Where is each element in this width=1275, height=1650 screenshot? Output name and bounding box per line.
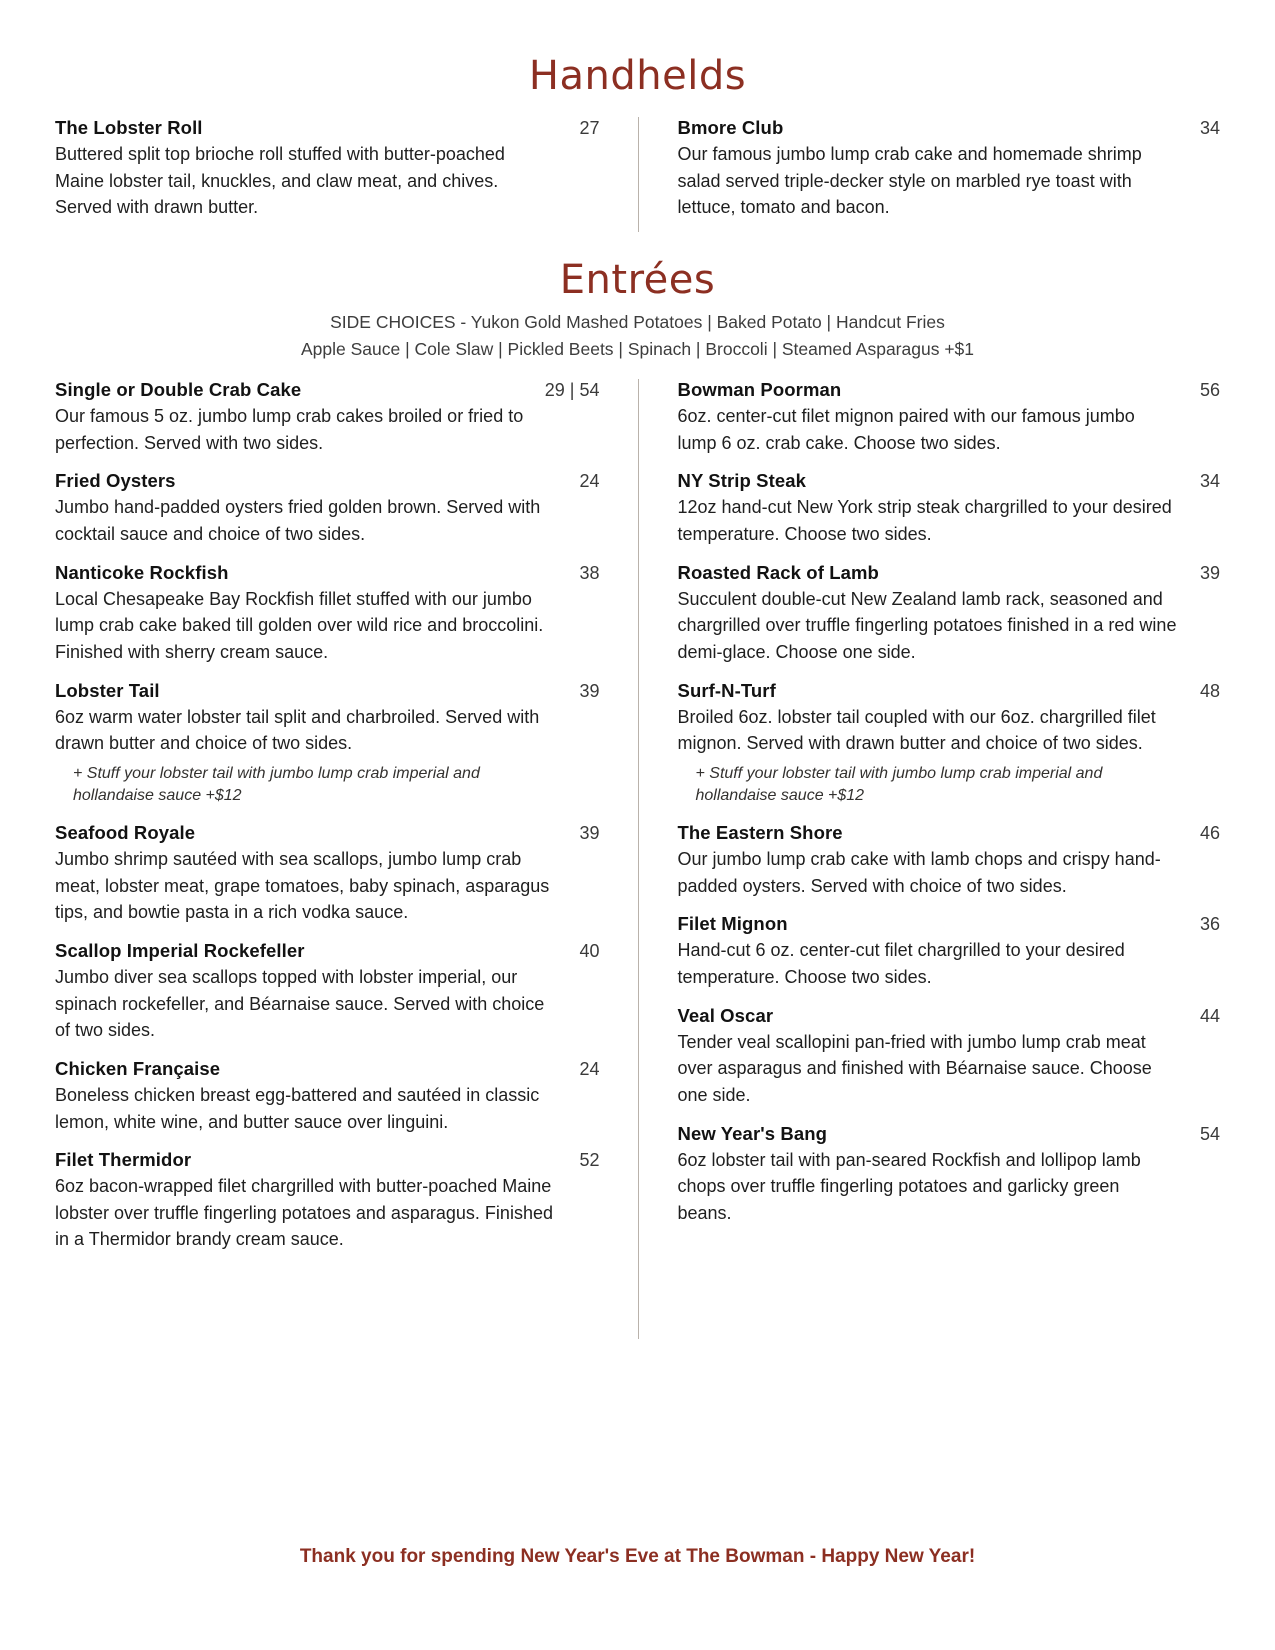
menu-item-price: 34 bbox=[1199, 471, 1220, 492]
menu-item-name: Fried Oysters bbox=[55, 470, 176, 492]
menu-item-price: 36 bbox=[1199, 914, 1220, 935]
menu-item-name: Veal Oscar bbox=[677, 1004, 774, 1026]
menu-item-description: Tender veal scallopini pan-fried with jumbo lump crab meat over asparagus and finished with Béarnaise sauce. Choose one side. bbox=[677, 1031, 1152, 1105]
side-choices-line-1: SIDE CHOICES - Yukon Gold Mashed Potatoes | Baked Potato | Handcut Fries bbox=[330, 311, 945, 332]
column-divider bbox=[638, 117, 639, 232]
menu-item bbox=[678, 1123, 1221, 1227]
entrees-columns bbox=[55, 379, 1220, 1267]
menu-item bbox=[678, 822, 1221, 899]
menu-item-name: Surf-N-Turf bbox=[677, 679, 776, 701]
menu-item bbox=[678, 680, 1221, 809]
menu-item-description: Our famous jumbo lump crab cake and homemade shrimp salad served triple-decker style on marbled rye toast with lettuce, tomato and bacon. bbox=[677, 144, 1142, 218]
menu-item-head bbox=[55, 940, 600, 962]
menu-item-price: 40 bbox=[579, 941, 600, 962]
menu-item bbox=[55, 379, 600, 456]
handhelds-columns bbox=[55, 117, 1220, 235]
menu-item-head bbox=[678, 913, 1221, 935]
menu-item bbox=[678, 1005, 1221, 1109]
menu-item-name: Bmore Club bbox=[677, 117, 784, 138]
side-choices-line-2: Apple Sauce | Cole Slaw | Pickled Beets | Spinach | Broccoli | Steamed Asparagus +$1 bbox=[300, 339, 975, 359]
handhelds-left-column bbox=[55, 117, 638, 235]
entrees-left-column bbox=[55, 379, 638, 1267]
menu-item bbox=[678, 913, 1221, 990]
menu-item-head bbox=[678, 822, 1221, 844]
menu-item bbox=[55, 940, 600, 1044]
menu-item-price: 52 bbox=[579, 1150, 600, 1171]
menu-item-name: Bowman Poorman bbox=[677, 379, 842, 401]
menu-item-price: 46 bbox=[1199, 823, 1220, 844]
menu-item-head bbox=[55, 680, 600, 702]
menu-item-head bbox=[678, 470, 1221, 492]
menu-item-head bbox=[55, 117, 600, 139]
menu-item-name: New Year's Bang bbox=[677, 1122, 828, 1144]
menu-item-description: Our jumbo lump crab cake with lamb chops and crispy hand-padded oysters. Served with choice of two sides. bbox=[677, 849, 1161, 896]
menu-item-price: 29 | 54 bbox=[544, 380, 600, 401]
menu-item-price: 56 bbox=[1199, 380, 1220, 401]
menu-item-description: Our famous 5 oz. jumbo lump crab cakes broiled or fried to perfection. Served with two sides. bbox=[55, 406, 524, 453]
menu-item-head bbox=[678, 1005, 1221, 1027]
menu-item-description: Boneless chicken breast egg-battered and sautéed in classic lemon, white wine, and butter sauce over linguini. bbox=[55, 1084, 540, 1132]
menu-item bbox=[55, 822, 600, 926]
handhelds-section-title: Handhelds bbox=[528, 53, 747, 99]
menu-item bbox=[678, 117, 1221, 221]
menu-item-name: NY Strip Steak bbox=[677, 470, 807, 492]
menu-item bbox=[55, 562, 600, 666]
menu-item-description: Jumbo hand-padded oysters fried golden brown. Served with cocktail sauce and choice of two sides. bbox=[55, 497, 541, 544]
menu-item-name: Filet Mignon bbox=[677, 913, 788, 935]
menu-item-name: Scallop Imperial Rockefeller bbox=[55, 940, 305, 962]
menu-item-price: 48 bbox=[1199, 680, 1220, 701]
menu-item-name: The Eastern Shore bbox=[677, 822, 843, 844]
menu-item-description: Local Chesapeake Bay Rockfish fillet stuffed with our jumbo lump crab cake baked till golden over wild rice and broccolini. Finished with sherry cream sauce. bbox=[55, 588, 544, 662]
column-divider bbox=[638, 379, 639, 1339]
menu-item-name: Seafood Royale bbox=[55, 822, 196, 844]
menu-item-head bbox=[678, 379, 1221, 401]
menu-item-description: 12oz hand-cut New York strip steak chargrilled to your desired temperature. Choose two sides. bbox=[677, 497, 1172, 544]
menu-item-head bbox=[678, 1123, 1221, 1145]
side-choices bbox=[55, 309, 1220, 363]
menu-item-description: Hand-cut 6 oz. center-cut filet chargrilled to your desired temperature. Choose two sides. bbox=[677, 940, 1125, 988]
menu-item-name: Chicken Française bbox=[55, 1057, 221, 1079]
menu-item-head bbox=[55, 1149, 600, 1171]
menu-item bbox=[55, 1149, 600, 1253]
menu-item-head bbox=[55, 1058, 600, 1080]
menu-item-head bbox=[678, 562, 1221, 584]
entrees-section-title: Entrées bbox=[559, 256, 716, 303]
menu-item-price: 24 bbox=[579, 471, 600, 492]
menu-item-head bbox=[55, 562, 600, 584]
menu-item-description: 6oz. center-cut filet mignon paired with our famous jumbo lump 6 oz. crab cake. Choose two sides. bbox=[677, 406, 1135, 453]
menu-item-head bbox=[678, 117, 1221, 139]
menu-item-head bbox=[55, 470, 600, 492]
menu-item bbox=[55, 117, 600, 221]
menu-item-price: 38 bbox=[579, 562, 600, 583]
menu-item-description: Jumbo shrimp sautéed with sea scallops, jumbo lump crab meat, lobster meat, grape tomatoes, baby spinach, asparagus tips, and bowtie pasta in a rich vodka sauce. bbox=[55, 849, 550, 923]
menu-item-name: Filet Thermidor bbox=[55, 1149, 192, 1171]
menu-item bbox=[678, 379, 1221, 456]
menu-item-description: Jumbo diver sea scallops topped with lobster imperial, our spinach rockefeller, and Béarnaise sauce. Served with choice of two sides. bbox=[55, 967, 545, 1041]
menu-item-price: 39 bbox=[579, 823, 600, 844]
handhelds-right-column bbox=[638, 117, 1221, 235]
menu-item-price: 27 bbox=[579, 118, 600, 138]
menu-item-price: 39 bbox=[579, 680, 600, 701]
menu-item bbox=[678, 470, 1221, 547]
menu-item-note: + Stuff your lobster tail with jumbo lump crab imperial and hollandaise sauce +$12 bbox=[695, 764, 1103, 805]
menu-item-price: 44 bbox=[1199, 1005, 1220, 1026]
menu-item bbox=[55, 680, 600, 809]
menu-item bbox=[678, 562, 1221, 666]
menu-item-price: 39 bbox=[1199, 562, 1220, 583]
menu-item-note: + Stuff your lobster tail with jumbo lump crab imperial and hollandaise sauce +$12 bbox=[73, 764, 480, 805]
menu-item-description: 6oz warm water lobster tail split and charbroiled. Served with drawn butter and choice of two sides. bbox=[55, 706, 540, 754]
menu-item-name: Nanticoke Rockfish bbox=[55, 561, 229, 583]
entrees-right-column bbox=[638, 379, 1221, 1267]
menu-item-price: 24 bbox=[579, 1058, 600, 1079]
menu-item-name: The Lobster Roll bbox=[55, 117, 203, 138]
menu-item-name: Roasted Rack of Lamb bbox=[677, 561, 879, 583]
menu-item-description: 6oz bacon-wrapped filet chargrilled with butter-poached Maine lobster over truffle fingerling potatoes and asparagus. Finished in a Thermidor brandy cream sauce. bbox=[55, 1176, 553, 1250]
menu-item-price: 34 bbox=[1199, 118, 1220, 138]
menu-item-name: Lobster Tail bbox=[55, 679, 160, 701]
menu-item-head bbox=[678, 680, 1221, 702]
menu-item-description: Buttered split top brioche roll stuffed with butter-poached Maine lobster tail, knuckles, and claw meat, and chives. Served with drawn butter. bbox=[55, 144, 505, 218]
menu-item-head bbox=[55, 822, 600, 844]
menu-item-description: Succulent double-cut New Zealand lamb rack, seasoned and chargrilled over truffle fingerling potatoes finished in a red wine demi-glace. Choose one side. bbox=[677, 588, 1177, 662]
menu-item-description: 6oz lobster tail with pan-seared Rockfish and lollipop lamb chops over truffle fingerling potatoes and garlicky green beans. bbox=[677, 1149, 1141, 1223]
menu-item-price: 54 bbox=[1199, 1123, 1220, 1144]
menu-item bbox=[55, 470, 600, 547]
menu-item-name: Single or Double Crab Cake bbox=[55, 379, 302, 401]
footer-message: Thank you for spending New Year's Eve at The Bowman - Happy New Year! bbox=[299, 1546, 976, 1567]
menu-item bbox=[55, 1058, 600, 1135]
menu-item-description: Broiled 6oz. lobster tail coupled with our 6oz. chargrilled filet mignon. Served with drawn butter and choice of two sides. bbox=[677, 706, 1156, 754]
menu-item-head bbox=[55, 379, 600, 401]
